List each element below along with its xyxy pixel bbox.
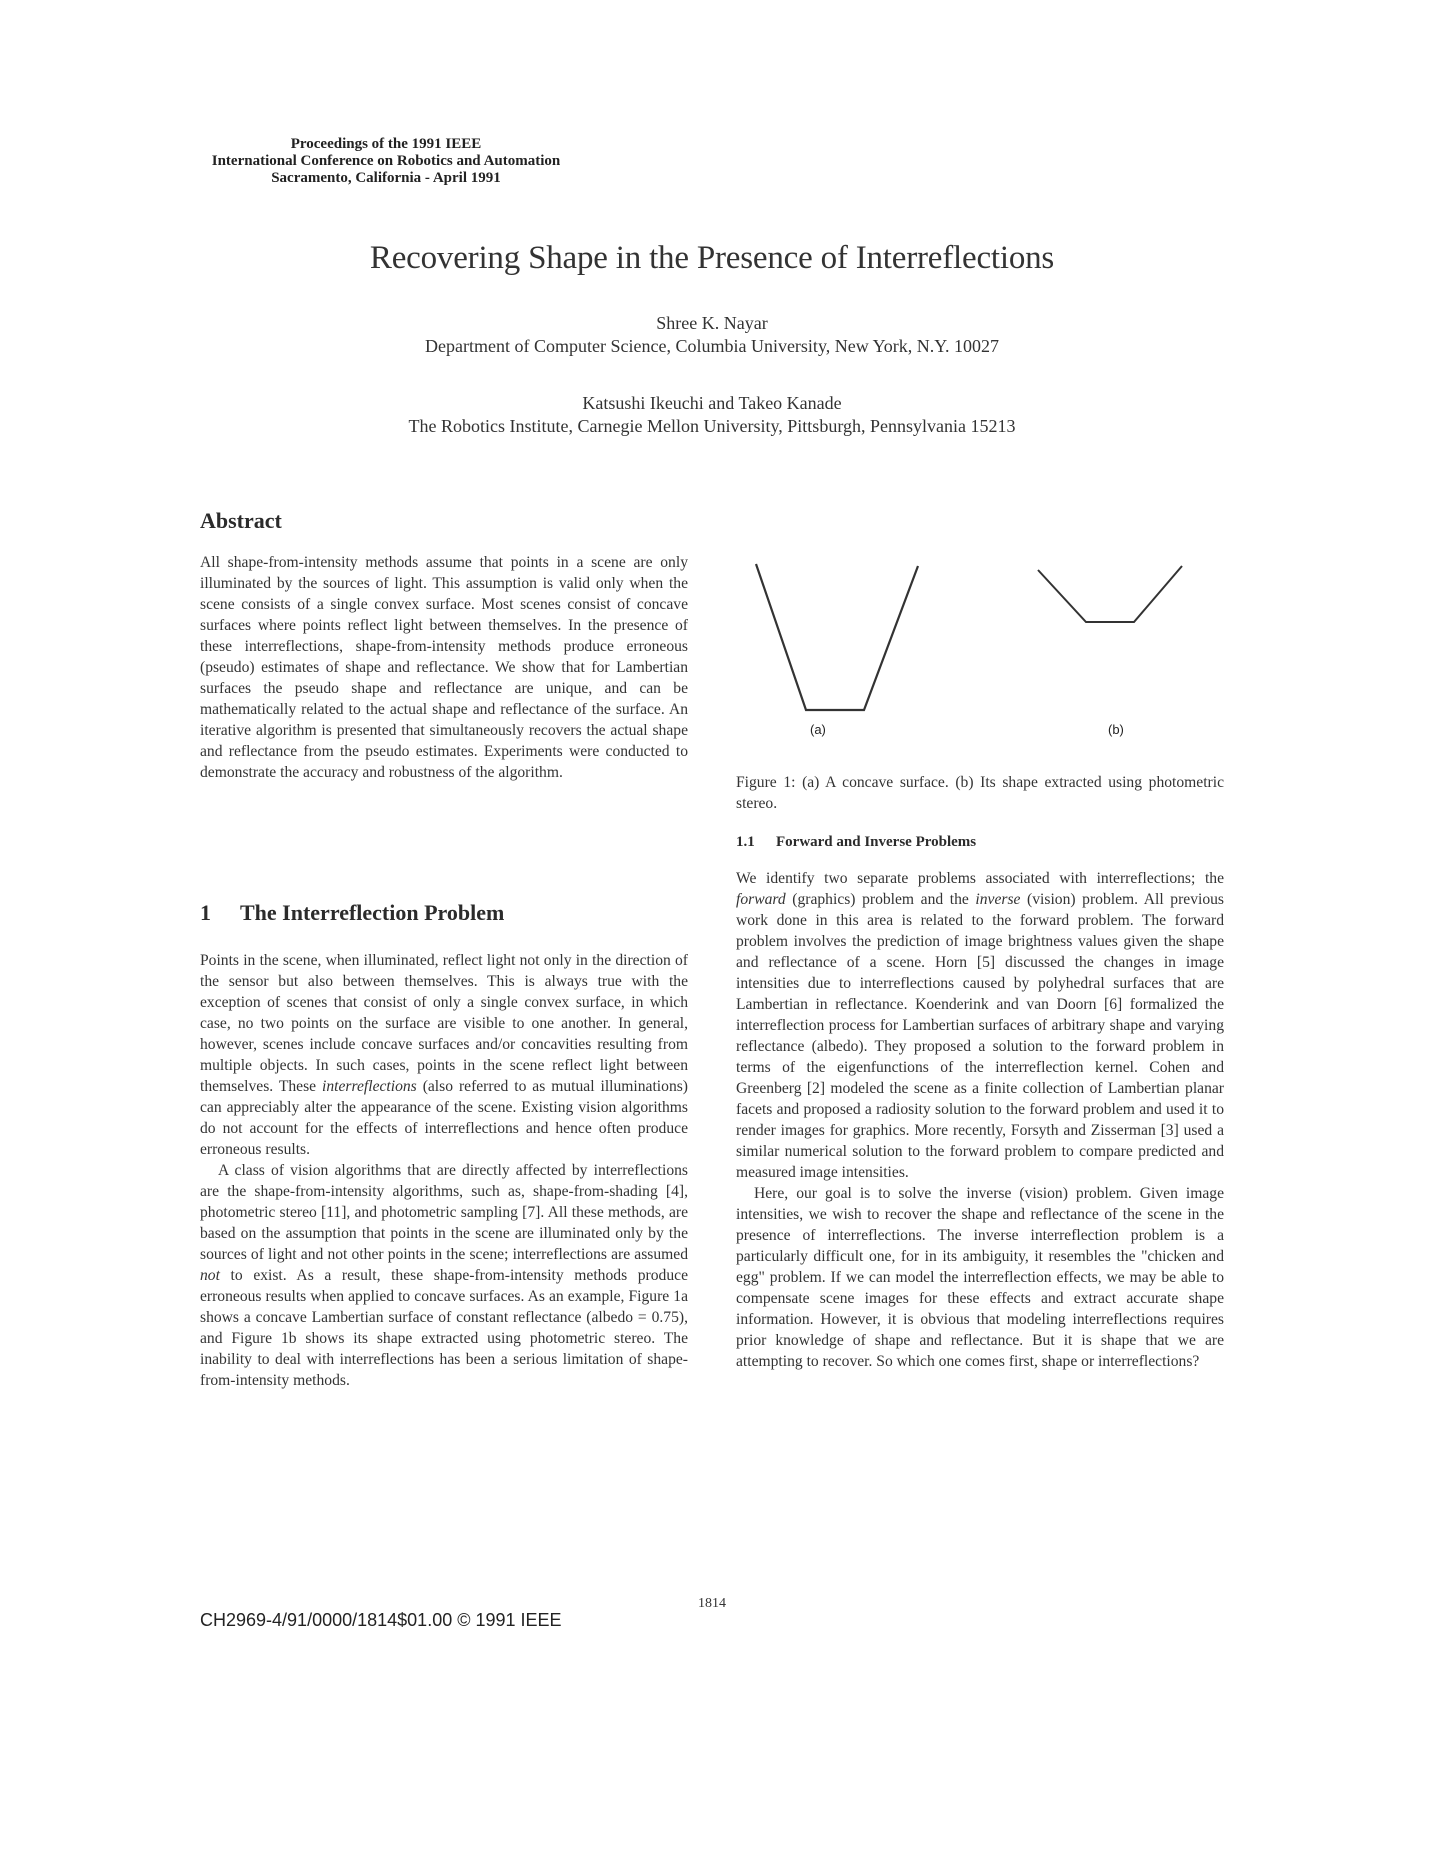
subsection-title: Forward and Inverse Problems <box>776 834 977 850</box>
abstract-paragraph: All shape-from-intensity methods assume that points in a scene are only illuminated by the sources of light. This assumption is valid only when the scene consists of a single convex surface. Most scenes consist of concave surfaces where points reflect light between themselves. In the presence of these interreflections, shape-from-intensity methods produce erroneous (pseudo) estimates of shape and reflectance. We show that for Lambertian surfaces the pseudo shape and reflectance are unique, and can be mathematically related to the actual shape and reflectance of the surface. An iterative algorithm is presented that simultaneously recovers the actual shape and reflectance from the pseudo estimates. Experiments were conducted to demonstrate the accuracy and robustness of the algorithm. <box>200 554 688 781</box>
text-run: A class of vision algorithms that are directly affected by interreflections are the shape-from-intensity algorithms, such as, shape-from-shading [4], photometric stereo [11], and photometric sampling [7]. All these methods, are based on the assumption that points in the scene are illuminated only by the sources of light and not other points in the scene; interreflections are assumed <box>200 1162 688 1263</box>
figure-label-b: (b) <box>1108 722 1124 737</box>
proceedings-line: Sacramento, California - April 1991 <box>271 170 501 186</box>
author-block <box>0 392 1424 438</box>
text-run: (graphics) problem and the <box>785 891 976 908</box>
section-body <box>200 950 688 1391</box>
section-number: 1 <box>200 900 211 925</box>
abstract-text <box>200 552 688 783</box>
section-heading <box>200 900 504 926</box>
text-run: to exist. As a result, these shape-from-intensity methods produce erroneous results when applied to concave surfaces. As an example, Figure 1a shows a concave Lambertian surface of constant reflectance (albedo = 0.75), and Figure 1b shows its shape extracted using photometric stereo. The inability to deal with interreflections has been a serious limitation of shape-from-intensity methods. <box>200 1267 688 1389</box>
section-title: The Interreflection Problem <box>240 900 505 925</box>
paragraph: Here, our goal is to solve the inverse (vision) problem. Given image intensities, we wish to recover the shape and reflectance of the scene in the presence of interreflections. The inverse interreflection problem is a particularly difficult one, for in its ambiguity, it resembles the "chicken and egg" problem. If we can model the interreflection effects, we may be able to compensate scene images for these effects and extract accurate shape information. However, it is obvious that modeling interreflections requires prior knowledge of shape and reflectance. But it is shape that we are attempting to recover. So which one comes first, shape or interreflections? <box>736 1185 1224 1370</box>
emphasis: interreflections <box>322 1078 417 1095</box>
paper-title: Recovering Shape in the Presence of Interreflections <box>369 240 1055 276</box>
figure-label-a: (a) <box>810 722 826 737</box>
text-run: (vision) problem. All previous work done in this area is related to the forward problem. The forward problem involves the prediction of image brightness values given the shape and reflectance of a scene. Horn [5] discussed the changes in image intensities due to interreflections caused by polyhedral surfaces that are Lambertian in reflectance. Koenderink and van Doorn [6] formalized the interreflection process for Lambertian surfaces of arbitrary shape and varying reflectance (albedo). They proposed a solution to the forward problem in terms of the eigenfunctions of the interreflection kernel. Cohen and Greenberg [2] modeled the scene as a finite collection of Lambertian planar facets and proposed a radiosity solution to the forward problem and used it to render images for graphics. More recently, Forsyth and Zisserman [3] used a similar numerical solution to the forward problem to compare predicted and measured image intensities. <box>736 891 1224 1181</box>
author-affiliation: Department of Computer Science, Columbia University, New York, N.Y. 10027 <box>425 336 999 356</box>
subsection-body <box>736 868 1224 1372</box>
paragraph <box>736 868 1224 1183</box>
author-affiliation: The Robotics Institute, Carnegie Mellon University, Pittsburgh, Pennsylvania 15213 <box>408 416 1016 436</box>
emphasis: forward <box>736 891 786 908</box>
proceedings-line: Proceedings of the 1991 IEEE <box>290 136 482 152</box>
extracted-shape-b <box>1038 566 1182 622</box>
text-run: Points in the scene, when illuminated, reflect light not only in the direction of the sensor but also between themselves. This is always true with the exception of scenes that consist of only a single convex surface, in which case, no two points on the surface are visible to one another. In general, however, scenes include concave surfaces and/or concavities resulting from multiple objects. In such cases, points in the scene reflect light between themselves. These <box>200 952 688 1095</box>
text-run: We identify two separate problems associated with interreflections; the <box>736 870 1224 887</box>
copyright-notice: CH2969-4/91/0000/1814$01.00 © 1991 IEEE <box>200 1610 562 1630</box>
emphasis: not <box>200 1267 220 1284</box>
author-block <box>0 312 1424 358</box>
paragraph <box>200 950 688 1160</box>
abstract-heading: Abstract <box>200 508 282 533</box>
subsection-heading <box>736 834 976 851</box>
subsection-number: 1.1 <box>736 834 755 850</box>
figure-caption: Figure 1: (a) A concave surface. (b) Its shape extracted using photometric stereo. <box>736 774 1224 812</box>
paragraph <box>200 1160 688 1391</box>
author-names: Katsushi Ikeuchi and Takeo Kanade <box>582 393 842 413</box>
proceedings-line: International Conference on Robotics and Automation <box>211 153 561 169</box>
text-run: (also referred to as mutual illuminations) can appreciably alter the appearance of the scene. Existing vision algorithms do not account for the effects of interreflections and hence often produce erroneous results. <box>200 1078 688 1158</box>
author-names: Shree K. Nayar <box>656 313 768 333</box>
page-number: 1814 <box>698 1596 726 1611</box>
concave-surface-a <box>756 564 918 710</box>
proceedings-header <box>196 136 576 187</box>
emphasis: inverse <box>975 891 1021 908</box>
